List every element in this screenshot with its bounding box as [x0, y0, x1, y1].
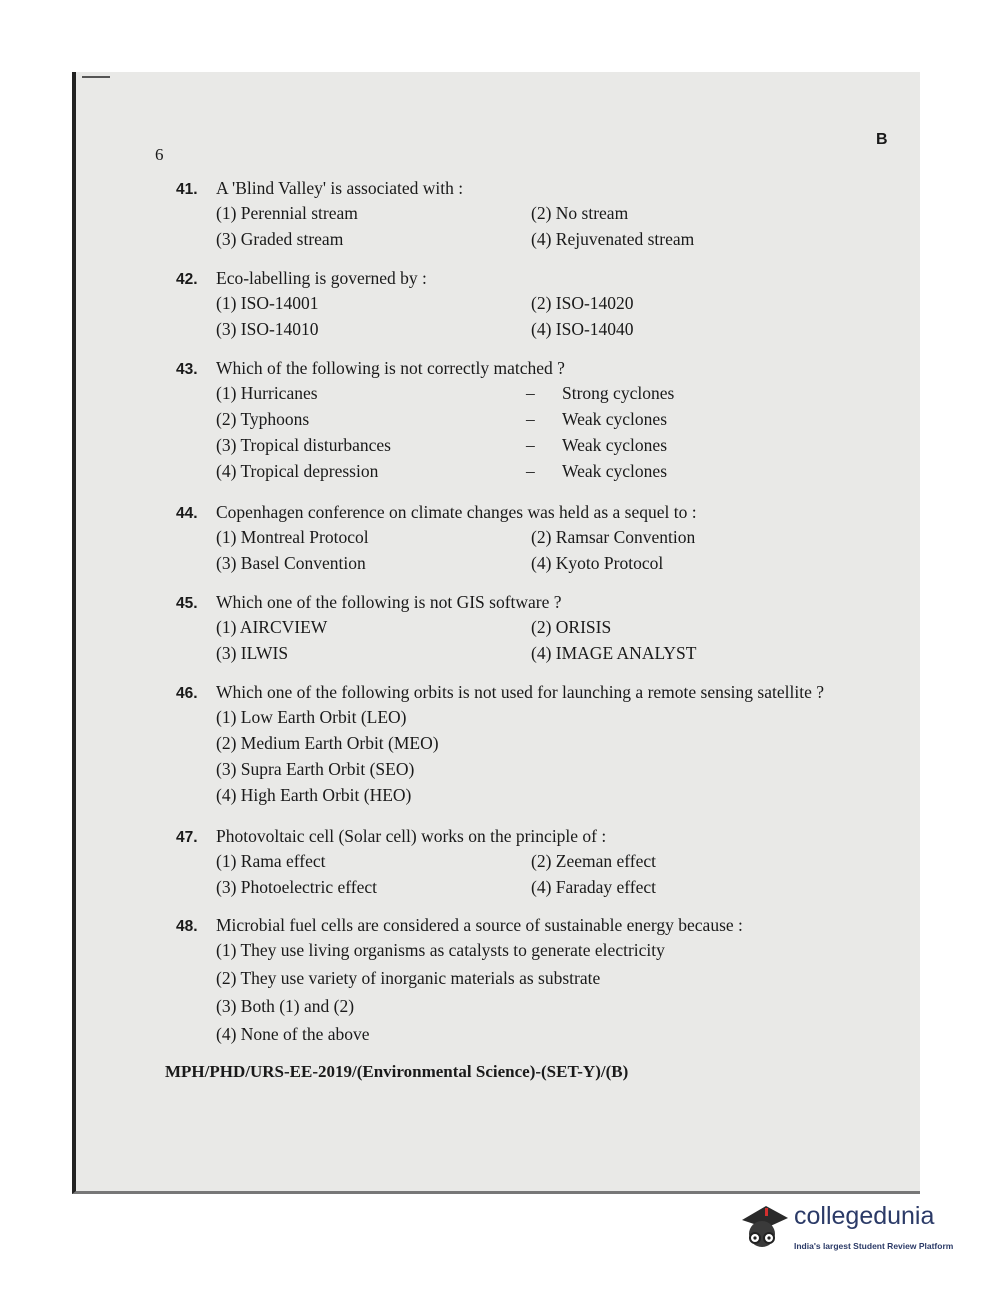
question-text: Photovoltaic cell (Solar cell) works on the principle of : [216, 826, 607, 846]
question-text: Which one of the following is not GIS software ? [216, 592, 562, 612]
option-3: (3) ISO-14010 [216, 319, 319, 339]
question-text: Which one of the following orbits is not used for launching a remote sensing satellite ? [216, 682, 824, 702]
page-number: 6 [155, 145, 164, 164]
match-sep-1: – [526, 383, 535, 403]
question-47 [176, 826, 896, 898]
question-number: 47. [176, 829, 198, 846]
option-2: (2) Zeeman effect [531, 851, 657, 871]
option-4: (4) None of the above [216, 1024, 370, 1044]
question-43 [176, 358, 896, 482]
option-2: (2) Ramsar Convention [531, 527, 696, 547]
question-text: Copenhagen conference on climate changes was held as a sequel to : [216, 502, 697, 522]
mascot-icon [736, 1198, 792, 1254]
match-left-4: (4) Tropical depression [216, 461, 379, 481]
option-1: (1) ISO-14001 [216, 293, 319, 313]
match-sep-2: – [526, 409, 535, 429]
question-number: 44. [176, 505, 198, 522]
option-4: (4) High Earth Orbit (HEO) [216, 785, 412, 805]
match-right-4: Weak cyclones [562, 461, 667, 481]
match-left-2: (2) Typhoons [216, 409, 310, 429]
brand-name: collegedunia [794, 1202, 935, 1230]
paper-code-footer: MPH/PHD/URS-EE-2019/(Environmental Science)-(SET-Y)/(B) [165, 1062, 629, 1081]
option-2: (2) They use variety of inorganic materials as substrate [216, 968, 601, 988]
question-text: A 'Blind Valley' is associated with : [216, 178, 464, 198]
brand-tagline: India's largest Student Review Platform [794, 1241, 954, 1251]
option-3: (3) Both (1) and (2) [216, 996, 355, 1016]
option-1: (1) Rama effect [216, 851, 326, 871]
option-2: (2) No stream [531, 203, 629, 223]
option-2: (2) ISO-14020 [531, 293, 634, 313]
match-left-1: (1) Hurricanes [216, 383, 318, 403]
question-number: 46. [176, 685, 198, 702]
match-right-1: Strong cyclones [562, 383, 675, 403]
match-sep-3: – [526, 435, 535, 455]
question-48 [176, 915, 896, 1045]
question-number: 45. [176, 595, 198, 612]
option-4: (4) ISO-14040 [531, 319, 634, 339]
option-2: (2) ORISIS [531, 617, 612, 637]
question-number: 43. [176, 361, 198, 378]
question-44 [176, 502, 896, 574]
option-3: (3) ILWIS [216, 643, 289, 663]
option-4: (4) Rejuvenated stream [531, 229, 695, 249]
question-45 [176, 592, 896, 664]
question-text: Eco-labelling is governed by : [216, 268, 427, 288]
option-1: (1) Low Earth Orbit (LEO) [216, 707, 407, 727]
option-1: (1) Montreal Protocol [216, 527, 369, 547]
question-text: Microbial fuel cells are considered a source of sustainable energy because : [216, 915, 743, 935]
set-code: B [876, 131, 888, 148]
collegedunia-watermark [736, 1198, 966, 1258]
question-number: 42. [176, 271, 198, 288]
question-number: 41. [176, 181, 198, 198]
option-4: (4) Kyoto Protocol [531, 553, 664, 573]
option-3: (3) Supra Earth Orbit (SEO) [216, 759, 415, 779]
match-left-3: (3) Tropical disturbances [216, 435, 391, 455]
option-1: (1) Perennial stream [216, 203, 358, 223]
option-2: (2) Medium Earth Orbit (MEO) [216, 733, 439, 753]
match-sep-4: – [526, 461, 535, 481]
question-46 [176, 682, 896, 806]
option-3: (3) Graded stream [216, 229, 344, 249]
option-4: (4) IMAGE ANALYST [531, 643, 697, 663]
question-number: 48. [176, 918, 198, 935]
option-1: (1) They use living organisms as catalysts to generate electricity [216, 940, 665, 960]
question-text: Which of the following is not correctly matched ? [216, 358, 565, 378]
question-41 [176, 178, 896, 250]
option-1: (1) AIRCVIEW [216, 617, 328, 637]
match-right-2: Weak cyclones [562, 409, 667, 429]
question-42 [176, 268, 896, 340]
match-right-3: Weak cyclones [562, 435, 667, 455]
option-4: (4) Faraday effect [531, 877, 657, 897]
option-3: (3) Basel Convention [216, 553, 366, 573]
option-3: (3) Photoelectric effect [216, 877, 377, 897]
